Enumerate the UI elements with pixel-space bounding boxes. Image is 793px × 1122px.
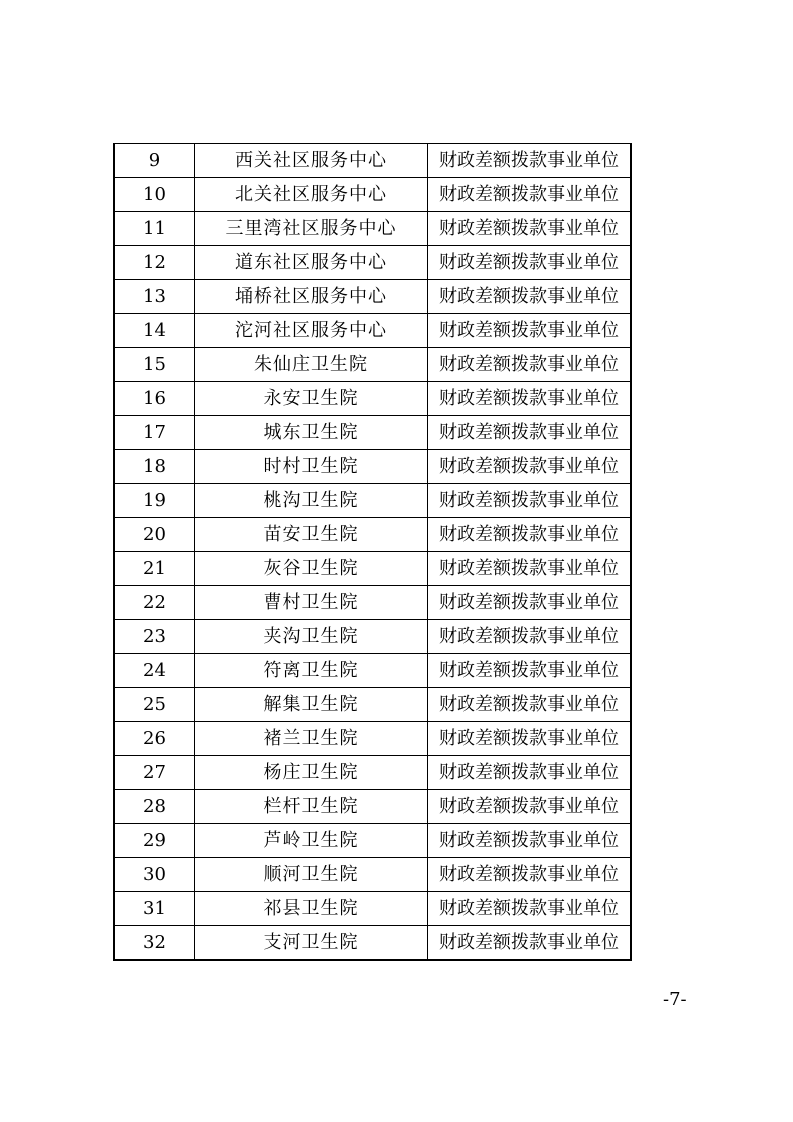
unit-type-cell: 财政差额拨款事业单位 <box>428 280 632 314</box>
unit-name-cell: 永安卫生院 <box>195 382 428 416</box>
unit-name-cell: 苗安卫生院 <box>195 518 428 552</box>
table-row <box>114 858 631 892</box>
row-number-cell: 24 <box>114 654 195 688</box>
row-number-cell: 28 <box>114 790 195 824</box>
table-row <box>114 178 631 212</box>
table-row <box>114 688 631 722</box>
table-row <box>114 314 631 348</box>
row-number-cell: 30 <box>114 858 195 892</box>
row-number-cell: 29 <box>114 824 195 858</box>
unit-type-cell: 财政差额拨款事业单位 <box>428 552 632 586</box>
unit-name-cell: 道东社区服务中心 <box>195 246 428 280</box>
unit-type-cell: 财政差额拨款事业单位 <box>428 144 632 178</box>
unit-type-cell: 财政差额拨款事业单位 <box>428 688 632 722</box>
table-row <box>114 144 631 178</box>
unit-table-body <box>114 144 631 961</box>
unit-name-cell: 符离卫生院 <box>195 654 428 688</box>
row-number-cell: 12 <box>114 246 195 280</box>
unit-type-cell: 财政差额拨款事业单位 <box>428 586 632 620</box>
table-row <box>114 484 631 518</box>
unit-name-cell: 沱河社区服务中心 <box>195 314 428 348</box>
table-row <box>114 450 631 484</box>
table-row <box>114 926 631 961</box>
unit-name-cell: 北关社区服务中心 <box>195 178 428 212</box>
table-row <box>114 824 631 858</box>
unit-name-cell: 支河卫生院 <box>195 926 428 961</box>
unit-name-cell: 三里湾社区服务中心 <box>195 212 428 246</box>
row-number-cell: 15 <box>114 348 195 382</box>
row-number-cell: 26 <box>114 722 195 756</box>
unit-type-cell: 财政差额拨款事业单位 <box>428 348 632 382</box>
unit-type-cell: 财政差额拨款事业单位 <box>428 246 632 280</box>
unit-type-cell: 财政差额拨款事业单位 <box>428 212 632 246</box>
table-row <box>114 416 631 450</box>
unit-type-cell: 财政差额拨款事业单位 <box>428 450 632 484</box>
table-row <box>114 246 631 280</box>
row-number-cell: 32 <box>114 926 195 961</box>
unit-name-cell: 灰谷卫生院 <box>195 552 428 586</box>
unit-type-cell: 财政差额拨款事业单位 <box>428 756 632 790</box>
unit-name-cell: 曹村卫生院 <box>195 586 428 620</box>
unit-type-cell: 财政差额拨款事业单位 <box>428 416 632 450</box>
row-number-cell: 17 <box>114 416 195 450</box>
table-row <box>114 212 631 246</box>
row-number-cell: 31 <box>114 892 195 926</box>
row-number-cell: 14 <box>114 314 195 348</box>
unit-type-cell: 财政差额拨款事业单位 <box>428 314 632 348</box>
unit-type-cell: 财政差额拨款事业单位 <box>428 178 632 212</box>
table-row <box>114 586 631 620</box>
unit-type-cell: 财政差额拨款事业单位 <box>428 382 632 416</box>
unit-type-cell: 财政差额拨款事业单位 <box>428 654 632 688</box>
unit-name-cell: 祁县卫生院 <box>195 892 428 926</box>
table-row <box>114 518 631 552</box>
unit-type-cell: 财政差额拨款事业单位 <box>428 518 632 552</box>
unit-name-cell: 芦岭卫生院 <box>195 824 428 858</box>
row-number-cell: 9 <box>114 144 195 178</box>
unit-name-cell: 褚兰卫生院 <box>195 722 428 756</box>
table-row <box>114 722 631 756</box>
row-number-cell: 16 <box>114 382 195 416</box>
unit-type-cell: 财政差额拨款事业单位 <box>428 790 632 824</box>
unit-type-cell: 财政差额拨款事业单位 <box>428 926 632 961</box>
unit-name-cell: 朱仙庄卫生院 <box>195 348 428 382</box>
row-number-cell: 21 <box>114 552 195 586</box>
page-number: -7- <box>663 989 687 1010</box>
table-row <box>114 654 631 688</box>
row-number-cell: 20 <box>114 518 195 552</box>
row-number-cell: 18 <box>114 450 195 484</box>
row-number-cell: 23 <box>114 620 195 654</box>
unit-name-cell: 杨庄卫生院 <box>195 756 428 790</box>
table-row <box>114 382 631 416</box>
unit-name-cell: 埇桥社区服务中心 <box>195 280 428 314</box>
unit-type-cell: 财政差额拨款事业单位 <box>428 620 632 654</box>
row-number-cell: 19 <box>114 484 195 518</box>
row-number-cell: 11 <box>114 212 195 246</box>
table-row <box>114 892 631 926</box>
row-number-cell: 27 <box>114 756 195 790</box>
table-row <box>114 552 631 586</box>
table-row <box>114 348 631 382</box>
unit-table <box>113 143 632 961</box>
unit-name-cell: 顺河卫生院 <box>195 858 428 892</box>
row-number-cell: 10 <box>114 178 195 212</box>
unit-name-cell: 时村卫生院 <box>195 450 428 484</box>
unit-type-cell: 财政差额拨款事业单位 <box>428 722 632 756</box>
unit-name-cell: 夹沟卫生院 <box>195 620 428 654</box>
unit-name-cell: 栏杆卫生院 <box>195 790 428 824</box>
row-number-cell: 25 <box>114 688 195 722</box>
row-number-cell: 22 <box>114 586 195 620</box>
unit-type-cell: 财政差额拨款事业单位 <box>428 858 632 892</box>
table-row <box>114 620 631 654</box>
unit-type-cell: 财政差额拨款事业单位 <box>428 484 632 518</box>
unit-type-cell: 财政差额拨款事业单位 <box>428 892 632 926</box>
table-row <box>114 790 631 824</box>
unit-name-cell: 西关社区服务中心 <box>195 144 428 178</box>
table-row <box>114 280 631 314</box>
table-row <box>114 756 631 790</box>
row-number-cell: 13 <box>114 280 195 314</box>
unit-name-cell: 桃沟卫生院 <box>195 484 428 518</box>
unit-type-cell: 财政差额拨款事业单位 <box>428 824 632 858</box>
unit-name-cell: 解集卫生院 <box>195 688 428 722</box>
unit-name-cell: 城东卫生院 <box>195 416 428 450</box>
